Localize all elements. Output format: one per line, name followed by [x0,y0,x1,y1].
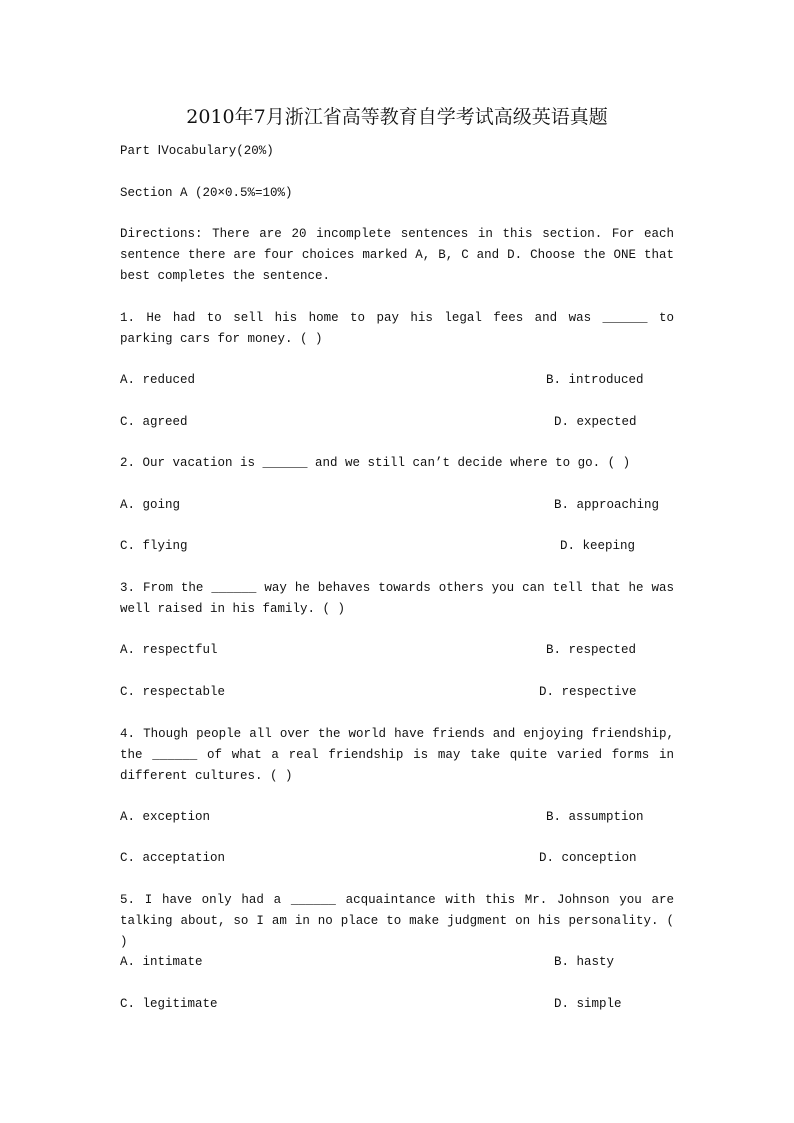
question-3-text: 3. From the ______ way he behaves towards others you can tell that he was well raised in his family. ( ) [120,581,674,616]
question-1-option-b: B. introduced [546,373,644,387]
question-5-option-d: D. simple [554,997,622,1011]
question-4-option-b: B. assumption [546,810,644,824]
part-heading: Part ⅠVocabulary(20%) [120,144,274,158]
question-3-option-d: D. respective [539,685,637,699]
section-heading: Section A (20×0.5%=10%) [120,186,293,200]
document-title: 2010年7月浙江省高等教育自学考试高级英语真题 [186,106,608,128]
question-4-option-c: C. acceptation [120,851,226,865]
question-2-option-d: D. keeping [560,539,636,553]
question-2-option-c: C. flying [120,539,188,553]
question-4-option-d: D. conception [539,851,637,865]
question-5-text: 5. I have only had a ______ acquaintance with this Mr. Johnson you are talking about, so I am in no place to make judgment on his personality. ( ) [120,893,674,949]
question-4-text: 4. Though people all over the world have friends and enjoying friendship, the ______ of what a real friendship is may take quite varied forms in different cultures. ( ) [120,727,674,783]
question-5-option-c: C. legitimate [120,997,218,1011]
question-2-text: 2. Our vacation is ______ and we still can’t decide where to go. ( ) [120,456,631,470]
question-1-option-c: C. agreed [120,415,188,429]
question-2-option-b: B. approaching [554,498,660,512]
question-1-option-a: A. reduced [120,373,196,387]
question-3-option-b: B. respected [546,643,637,657]
directions-paragraph: Directions: There are 20 incomplete sentences in this section. For each sentence there are four choices marked A, B, C and D. Choose the ONE that best completes the sentence. [120,227,674,283]
question-1-text: 1. He had to sell his home to pay his legal fees and was ______ to parking cars for money. ( ) [120,311,674,346]
question-4-option-a: A. exception [120,810,211,824]
question-2-option-a: A. going [120,498,181,512]
question-5-option-b: B. hasty [554,955,615,969]
question-5-option-a: A. intimate [120,955,203,969]
question-1-option-d: D. expected [554,415,637,429]
question-3-option-a: A. respectful [120,643,218,657]
question-3-option-c: C. respectable [120,685,226,699]
